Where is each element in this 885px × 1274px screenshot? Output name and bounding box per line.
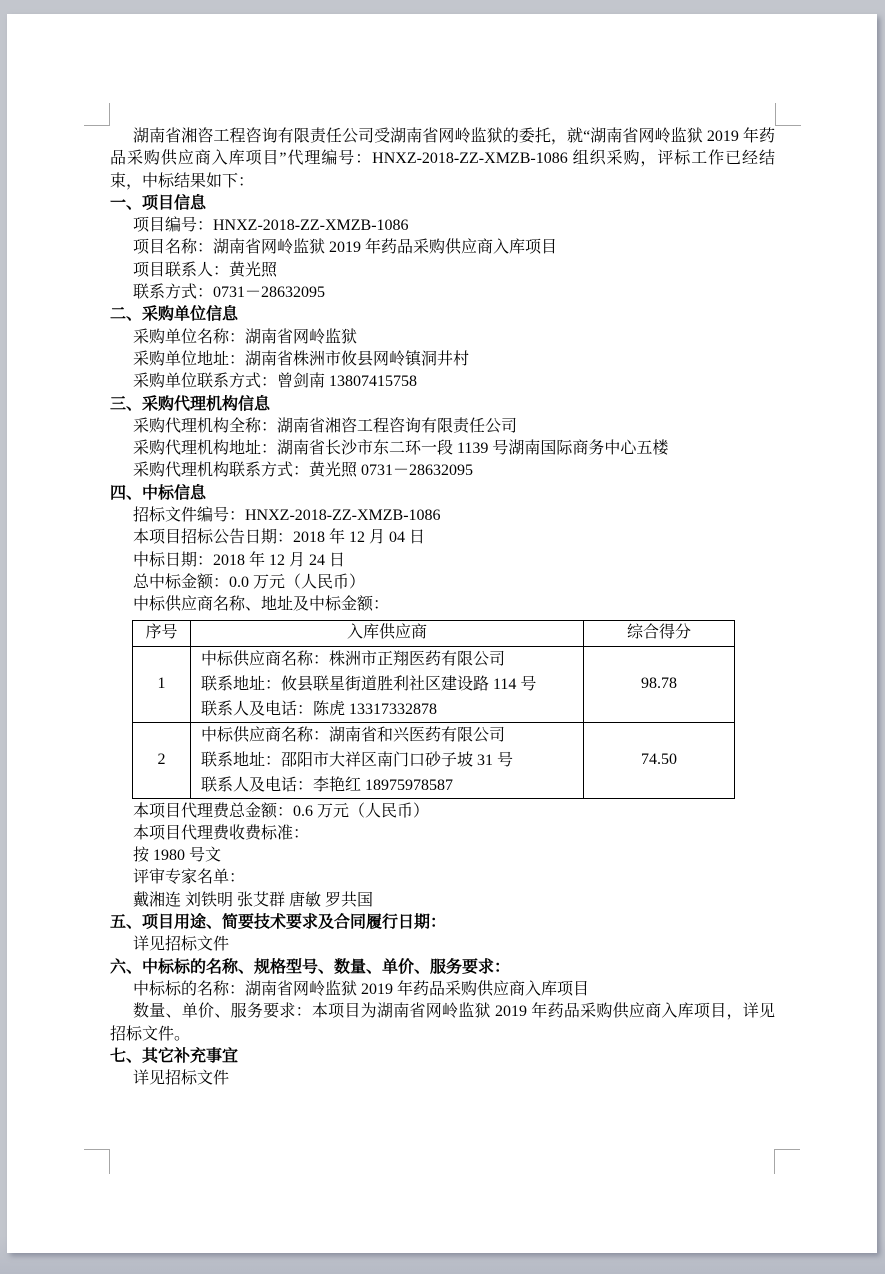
section-1-heading: 一、项目信息 — [110, 194, 207, 212]
row1-supplier-info — [191, 646, 584, 722]
text-boundary-mark-top-left — [84, 103, 110, 126]
row2-supplier-address: 联系地址：邵阳市大祥区南门口砂子坡 31 号 — [201, 751, 514, 769]
text-boundary-mark-top-right — [775, 103, 801, 126]
expert-names-line: 戴湘连 刘铁明 张艾群 唐敏 罗共国 — [133, 891, 374, 909]
purchaser-address-line: 采购单位地址：湖南省株洲市攸县网岭镇洞井村 — [133, 350, 470, 368]
row2-supplier-contact: 联系人及电话：李艳红 18975978587 — [201, 776, 454, 794]
document-page — [7, 14, 877, 1253]
section-2-heading: 二、采购单位信息 — [110, 306, 239, 324]
table-row — [133, 646, 735, 722]
agency-fee-total-line: 本项目代理费总金额：0.6 万元（人民币） — [133, 802, 430, 820]
row1-supplier-contact: 联系人及电话：陈虎 13317332878 — [201, 700, 438, 718]
announcement-date-line: 本项目招标公告日期：2018 年 12 月 04 日 — [133, 529, 426, 547]
row1-score: 98.78 — [584, 646, 735, 722]
row1-supplier-name: 中标供应商名称：株洲市正翔医药有限公司 — [201, 650, 506, 668]
winners-intro-line: 中标供应商名称、地址及中标金额： — [133, 596, 390, 614]
agency-fee-standard-line: 本项目代理费收费标准： — [133, 824, 310, 842]
col-header-serial: 序号 — [133, 620, 191, 646]
section-4-heading: 四、中标信息 — [110, 484, 207, 502]
table-row — [133, 722, 735, 798]
bid-doc-number-line: 招标文件编号：HNXZ-2018-ZZ-XMZB-1086 — [133, 507, 441, 525]
row2-supplier-info — [191, 722, 584, 798]
project-contact-line: 项目联系人：黄光照 — [133, 261, 278, 279]
award-subject-name-line: 中标标的名称：湖南省网岭监狱 2019 年药品采购供应商入库项目 — [133, 980, 590, 998]
row2-serial: 2 — [133, 722, 191, 798]
project-name-line: 项目名称：湖南省网岭监狱 2019 年药品采购供应商入库项目 — [133, 239, 558, 257]
purchaser-contact-line: 采购单位联系方式：曾剑南 13807415758 — [133, 373, 418, 391]
row1-serial: 1 — [133, 646, 191, 722]
agency-contact-line: 采购代理机构联系方式：黄光照 0731－28632095 — [133, 462, 474, 480]
award-date-line: 中标日期：2018 年 12 月 24 日 — [133, 551, 346, 569]
winners-table-header-row — [133, 620, 735, 646]
col-header-supplier: 入库供应商 — [191, 620, 584, 646]
intro-paragraph: 湖南省湘咨工程咨询有限责任公司受湖南省网岭监狱的委托，就“湖南省网岭监狱 2019 年药品采购供应商入库项目”代理编号：HNXZ-2018-ZZ-XMZB-1086 组织采购，评标工作已经结束，中标结果如下： — [110, 128, 775, 190]
agency-name-line: 采购代理机构全称：湖南省湘咨工程咨询有限责任公司 — [133, 417, 518, 435]
project-phone-line: 联系方式：0731－28632095 — [133, 284, 326, 302]
row2-supplier-name: 中标供应商名称：湖南省和兴医药有限公司 — [201, 726, 506, 744]
agency-address-line: 采购代理机构地址：湖南省长沙市东二环一段 1139 号湖南国际商务中心五楼 — [133, 440, 669, 458]
row1-supplier-address: 联系地址：攸县联星街道胜利社区建设路 114 号 — [201, 675, 537, 693]
text-boundary-mark-bottom-left — [84, 1149, 110, 1174]
section-7-heading: 七、其它补充事宜 — [110, 1047, 239, 1065]
row2-score: 74.50 — [584, 722, 735, 798]
total-amount-line: 总中标金额：0.0 万元（人民币） — [133, 573, 366, 591]
text-boundary-mark-bottom-right — [774, 1149, 800, 1174]
section-6-heading: 六、中标标的名称、规格型号、数量、单价、服务要求： — [110, 958, 511, 976]
purchaser-name-line: 采购单位名称：湖南省网岭监狱 — [133, 328, 358, 346]
fee-basis-line: 按 1980 号文 — [133, 847, 222, 865]
quantity-service-paragraph: 数量、单价、服务要求：本项目为湖南省网岭监狱 2019 年药品采购供应商入库项目，详见招标文件。 — [110, 1003, 775, 1043]
section-3-heading: 三、采购代理机构信息 — [110, 395, 271, 413]
section-5-detail-line: 详见招标文件 — [133, 936, 230, 954]
document-content — [110, 126, 775, 1090]
section-5-heading: 五、项目用途、简要技术要求及合同履行日期： — [110, 914, 447, 932]
winners-table — [132, 620, 735, 799]
section-7-detail-line: 详见招标文件 — [133, 1070, 230, 1088]
col-header-score: 综合得分 — [584, 620, 735, 646]
expert-list-label-line: 评审专家名单： — [133, 869, 246, 887]
project-number-line: 项目编号：HNXZ-2018-ZZ-XMZB-1086 — [133, 217, 409, 235]
